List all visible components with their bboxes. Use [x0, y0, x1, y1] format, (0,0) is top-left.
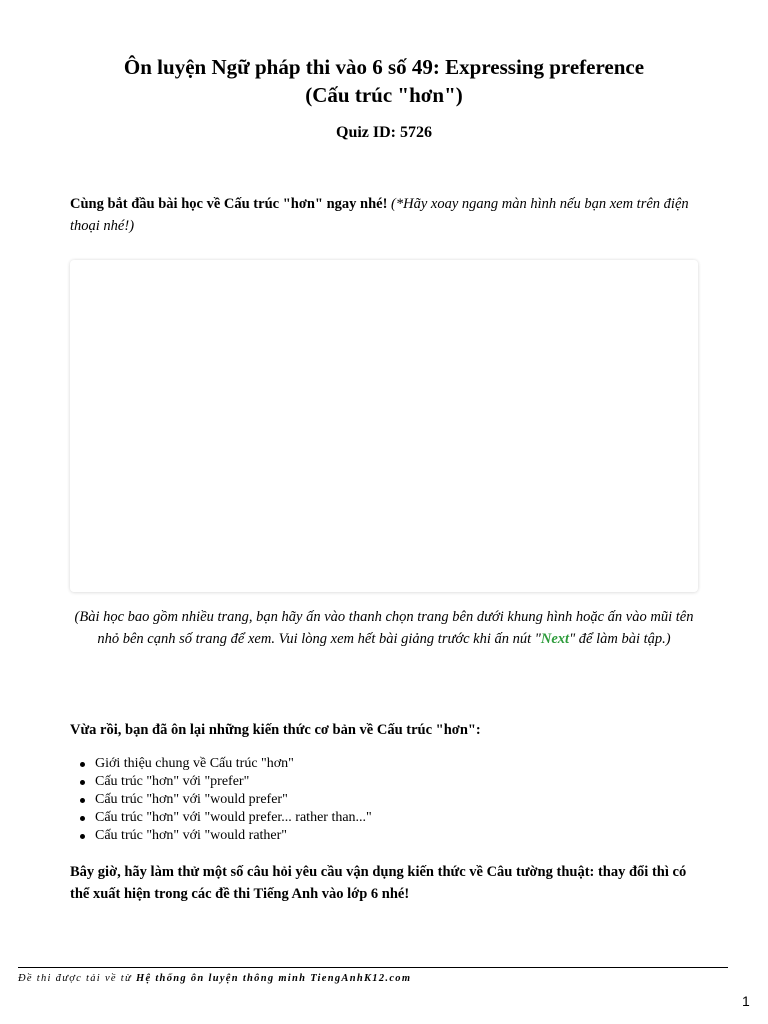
- next-label: Next: [540, 631, 570, 647]
- footer-divider: [18, 967, 728, 968]
- intro-italic-note: (*Hãy xoay ngang màn hình nếu bạn xem trên điện thoại nhé!): [70, 196, 689, 234]
- footer-prefix: Đề thi được tải về từ: [18, 973, 133, 984]
- list-item: Cấu trúc "hơn" với "prefer": [95, 773, 372, 791]
- intro-paragraph: [70, 193, 700, 237]
- list-item: Cấu trúc "hơn" với "would rather": [95, 827, 372, 845]
- lesson-caption: [66, 606, 702, 650]
- intro-bold-text: Cùng bắt đầu bài học về Cấu trúc "hơn" ngay nhé!: [70, 196, 388, 212]
- list-item: Cấu trúc "hơn" với "would prefer": [95, 791, 372, 809]
- lesson-embed-frame[interactable]: [70, 260, 698, 592]
- list-item: Cấu trúc "hơn" với "would prefer... rather than...": [95, 810, 372, 825]
- title-line-1: Ôn luyện Ngữ pháp thi vào 6 số 49: Expressing preference: [123, 55, 645, 79]
- recap-list: [70, 755, 372, 845]
- page-title: [60, 53, 708, 109]
- page-number: 1: [742, 993, 750, 1009]
- closing-paragraph: Bây giờ, hãy làm thử một số câu hỏi yêu cầu vận dụng kiến thức về Câu tường thuật: thay đổi thì có thể xuất hiện trong các đề thi Tiếng Anh vào lớp 6 nhé!: [70, 864, 687, 902]
- title-line-2: (Cấu trúc "hơn"): [305, 83, 463, 107]
- recap-heading: Vừa rồi, bạn đã ôn lại những kiến thức cơ bản về Cấu trúc "hơn":: [70, 722, 481, 738]
- caption-text-after: " để làm bài tập.): [569, 631, 671, 647]
- list-item: Giới thiệu chung về Cấu trúc "hơn": [95, 755, 372, 773]
- quiz-id: Quiz ID: 5726: [336, 124, 432, 141]
- footer-source-link[interactable]: Hệ thống ôn luyện thông minh TiengAnhK12.com: [135, 973, 412, 984]
- caption-text-before: (Bài học bao gồm nhiều trang, bạn hãy ấn vào thanh chọn trang bên dưới khung hình hoặc ấn vào mũi tên nhỏ bên cạnh số trang để xem. Vui lòng xem hết bài giảng trước khi ấn nút ": [74, 609, 694, 647]
- footer-source: [18, 973, 411, 984]
